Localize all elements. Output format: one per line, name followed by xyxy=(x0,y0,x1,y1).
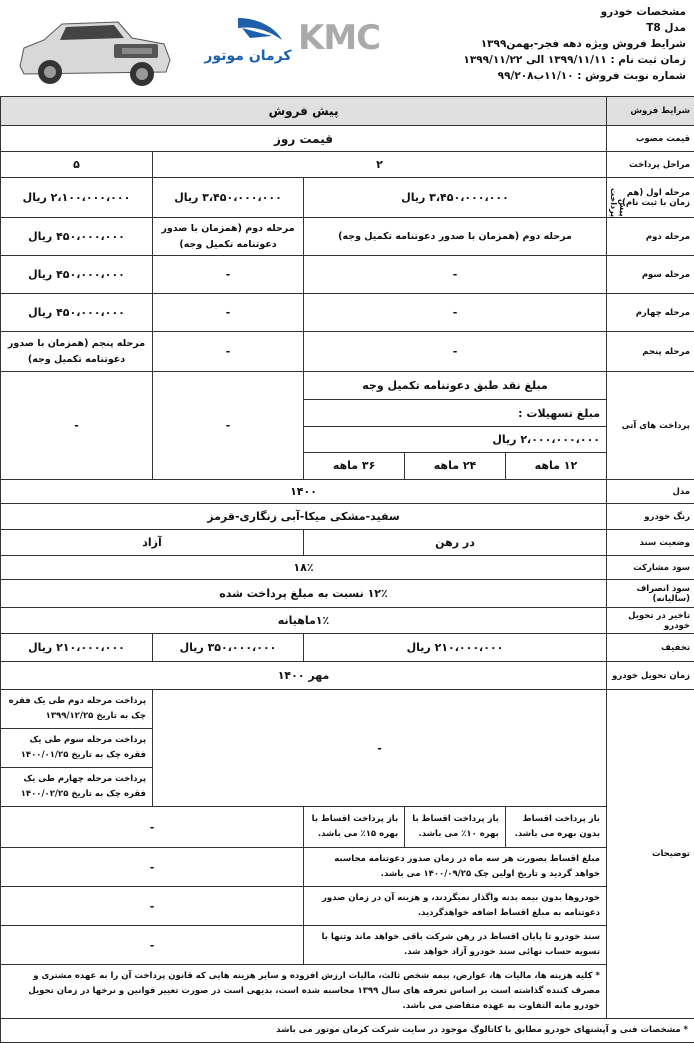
row-label: توضیحات xyxy=(607,690,694,1019)
row-stage3 xyxy=(1,256,694,294)
cell-value: مرحله دوم (همزمان با صدور دعوتنامه تکمیل وجه) xyxy=(153,218,304,256)
row-label: پرداخت های آتی xyxy=(607,372,694,480)
cell-value: - xyxy=(1,372,153,480)
row-discount xyxy=(1,634,694,662)
cell-value: - xyxy=(304,256,607,294)
row-label: مراحل پرداخت xyxy=(607,152,694,178)
note-costs: * کلیه هزینه ها، مالیات ها، عوارض، بیمه شخص ثالث، مالیات ارزش افزوده و سایر هزینه هایی که قانون پرداخت آن را به عهده مشتری و مصرف کننده گذاشته است بر اساس تعرفه های سال ۱۳۹۹ محاسبه شده است، بدیهی است در صورت تغییر قوانین و نرخها در زمان تحویل خودرو مابه التفاوت به عهده متقاضی می باشد. xyxy=(1,965,607,1019)
row-price xyxy=(1,126,694,152)
row-label: سود مشارکت xyxy=(607,556,694,580)
row-label: تخفیف xyxy=(607,634,694,662)
note-document: سند خودرو تا پایان اقساط در رهن شرکت باقی خواهد ماند وتنها با تسویه حساب نهائی سند خودرو آزاد خواهد شد. xyxy=(304,926,607,965)
cell-value: - xyxy=(304,332,607,372)
row-notes-4 xyxy=(1,887,694,926)
cell-value: ۲،۱۰۰،۰۰۰،۰۰۰ ریال xyxy=(1,178,153,218)
cell-value: ۴۵۰،۰۰۰،۰۰۰ ریال xyxy=(1,218,153,256)
row-label: مرحله سوم xyxy=(607,256,694,294)
row-stage5 xyxy=(1,332,694,372)
row-model xyxy=(1,480,694,504)
row-label: شرایط فروش xyxy=(607,97,694,126)
cell-value: آزاد xyxy=(1,530,304,556)
cell-value: ۴۵۰،۰۰۰،۰۰۰ ریال xyxy=(1,294,153,332)
interest-table xyxy=(304,807,606,847)
cell-value: - xyxy=(153,332,304,372)
cell-value: ۱۲٪ نسبت به مبلغ پرداخت شده xyxy=(1,580,607,608)
term-24: ۲۴ ماهه xyxy=(405,453,506,479)
cheque-note-3: پرداخت مرحله سوم طی یک فقره چک به تاریخ ۱۴۰۰/۰۱/۲۵ xyxy=(1,729,152,768)
cell-value: ۳۵۰،۰۰۰،۰۰۰ ریال xyxy=(153,634,304,662)
cell-value: ۱٪ماهیانه xyxy=(1,608,607,634)
cell-installments xyxy=(304,372,607,480)
cell-value: سفید-مشکی میکا-آبی زنگاری-قرمز xyxy=(1,504,607,530)
header-sale-number: شماره نوبت فروش : ۱۱/۱۰ب۹۹/۲۰۸ xyxy=(386,68,686,84)
cell-value: مرحله دوم (همزمان با صدور دعوتنامه تکمیل وجه) xyxy=(304,218,607,256)
side-label: پیش پرداخت xyxy=(609,182,627,217)
row-pay-stages xyxy=(1,152,694,178)
kerman-motor-logo xyxy=(198,14,298,70)
car-image xyxy=(14,10,174,92)
term-12: ۱۲ ماهه xyxy=(505,453,606,479)
cell-value: ۳،۴۵۰،۰۰۰،۰۰۰ ریال xyxy=(304,178,607,218)
row-stage1 xyxy=(1,178,694,218)
row-notes-3 xyxy=(1,848,694,887)
row-stage4 xyxy=(1,294,694,332)
cell-value: پیش فروش xyxy=(1,97,607,126)
cell-value: - xyxy=(304,294,607,332)
header-model: مدل T8 xyxy=(386,20,686,36)
sales-table xyxy=(0,96,694,1043)
cell-value: در رهن xyxy=(304,530,607,556)
cash-amount: مبلغ نقد طبق دعوتنامه تکمیل وجه xyxy=(304,373,606,400)
note-specs: * مشخصات فنی و آپشنهای خودرو مطابق با کاتالوگ موجود در سایت شرکت کرمان موتور می باشد xyxy=(1,1019,694,1043)
row-label: رنگ خودرو xyxy=(607,504,694,530)
kmc-logo: KMC xyxy=(298,18,380,58)
cell-value: - xyxy=(153,690,607,807)
cell-value: - xyxy=(1,848,304,887)
cell-value: - xyxy=(153,372,304,480)
row-label: تاخیر در تحویل خودرو xyxy=(607,608,694,634)
svg-text:کرمان موتور: کرمان موتور xyxy=(203,48,292,64)
cell-value: قیمت روز xyxy=(1,126,607,152)
header-sale-conditions: شرایط فروش ویژه دهه فجر-بهمن۱۳۹۹ xyxy=(386,36,686,52)
cell-value: ۱۴۰۰ xyxy=(1,480,607,504)
row-label: قیمت مصوب xyxy=(607,126,694,152)
interest-notes xyxy=(304,807,607,848)
row-notes-6 xyxy=(1,965,694,1019)
cell-value: ۲ xyxy=(153,152,607,178)
row-color xyxy=(1,504,694,530)
row-label: مدل xyxy=(607,480,694,504)
cell-value: ۲۱۰،۰۰۰،۰۰۰ ریال xyxy=(304,634,607,662)
note-installment: مبلغ اقساط بصورت هر سه ماه در زمان صدور دعوتنامه محاسبه خواهد گردید و تاریخ اولین چک ۱۴۰۰/۰۹/۲۵ می باشد. xyxy=(304,848,607,887)
interest-none: باز پرداخت اقساط بدون بهره می باشد. xyxy=(505,807,606,847)
installments-table xyxy=(304,373,606,479)
cell-value: ۱۸٪ xyxy=(1,556,607,580)
row-profit xyxy=(1,556,694,580)
cell-value: ۵ xyxy=(1,152,153,178)
header-registration-time: زمان ثبت نام : ۱۳۹۹/۱۱/۱۱ الی ۱۳۹۹/۱۱/۲۲ xyxy=(386,52,686,68)
loan-label: مبلغ تسهیلات : xyxy=(304,400,606,427)
cheque-note-4: پرداخت مرحله چهارم طی یک فقره چک به تاریخ ۱۴۰۰/۰۲/۲۵ xyxy=(1,768,152,807)
cell-value: - xyxy=(1,926,304,965)
row-cancellation xyxy=(1,580,694,608)
term-36: ۳۶ ماهه xyxy=(304,453,405,479)
row-label: مرحله چهارم xyxy=(607,294,694,332)
row-notes-7 xyxy=(1,1019,694,1043)
note-insurance: خودروها بدون بیمه بدنه واگذار نمیگردند، و هزینه آن در زمان صدور دعوتنامه به مبلغ اقساط اضافه خواهدگردید. xyxy=(304,887,607,926)
loan-value: ۲،۰۰۰،۰۰۰،۰۰۰ ریال xyxy=(304,427,606,453)
header xyxy=(0,0,694,96)
cell-value: ۴۵۰،۰۰۰،۰۰۰ ریال xyxy=(1,256,153,294)
cheque-notes xyxy=(1,690,153,807)
row-document-status xyxy=(1,530,694,556)
cell-value: - xyxy=(153,294,304,332)
row-notes-1 xyxy=(1,690,694,807)
interest-10: باز پرداخت اقساط با بهره ۱۰٪ می باشد. xyxy=(405,807,506,847)
cell-value: - xyxy=(153,256,304,294)
header-text xyxy=(386,4,686,84)
cell-value: ۲۱۰،۰۰۰،۰۰۰ ریال xyxy=(1,634,153,662)
row-label: زمان تحویل خودرو xyxy=(607,662,694,690)
cheque-note-2: پرداخت مرحله دوم طی یک فقره چک به تاریخ ۱۳۹۹/۱۲/۲۵ xyxy=(1,690,152,729)
row-stage2 xyxy=(1,218,694,256)
row-notes-2 xyxy=(1,807,694,848)
row-label: مرحله اول (هم زمان با ثبت نام) پیش پرداخت xyxy=(607,178,694,218)
row-delay xyxy=(1,608,694,634)
row-label: مرحله پنجم xyxy=(607,332,694,372)
row-sale-conditions xyxy=(1,97,694,126)
interest-15: باز پرداخت اقساط با بهره ۱۵٪ می باشد. xyxy=(304,807,405,847)
row-notes-5 xyxy=(1,926,694,965)
row-label: وضعیت سند xyxy=(607,530,694,556)
header-title: مشخصات خودرو xyxy=(386,4,686,20)
cell-value: مهر ۱۴۰۰ xyxy=(1,662,607,690)
row-label: مرحله دوم xyxy=(607,218,694,256)
row-label: سود انصراف (سالیانه) xyxy=(607,580,694,608)
cell-value: - xyxy=(1,887,304,926)
row-future-payments xyxy=(1,372,694,480)
cell-value: مرحله پنجم (همزمان با صدور دعوتنامه تکمیل وجه) xyxy=(1,332,153,372)
cell-value: - xyxy=(1,807,304,848)
row-delivery xyxy=(1,662,694,690)
cheque-table xyxy=(1,690,152,806)
cell-value: ۳،۴۵۰،۰۰۰،۰۰۰ ریال xyxy=(153,178,304,218)
